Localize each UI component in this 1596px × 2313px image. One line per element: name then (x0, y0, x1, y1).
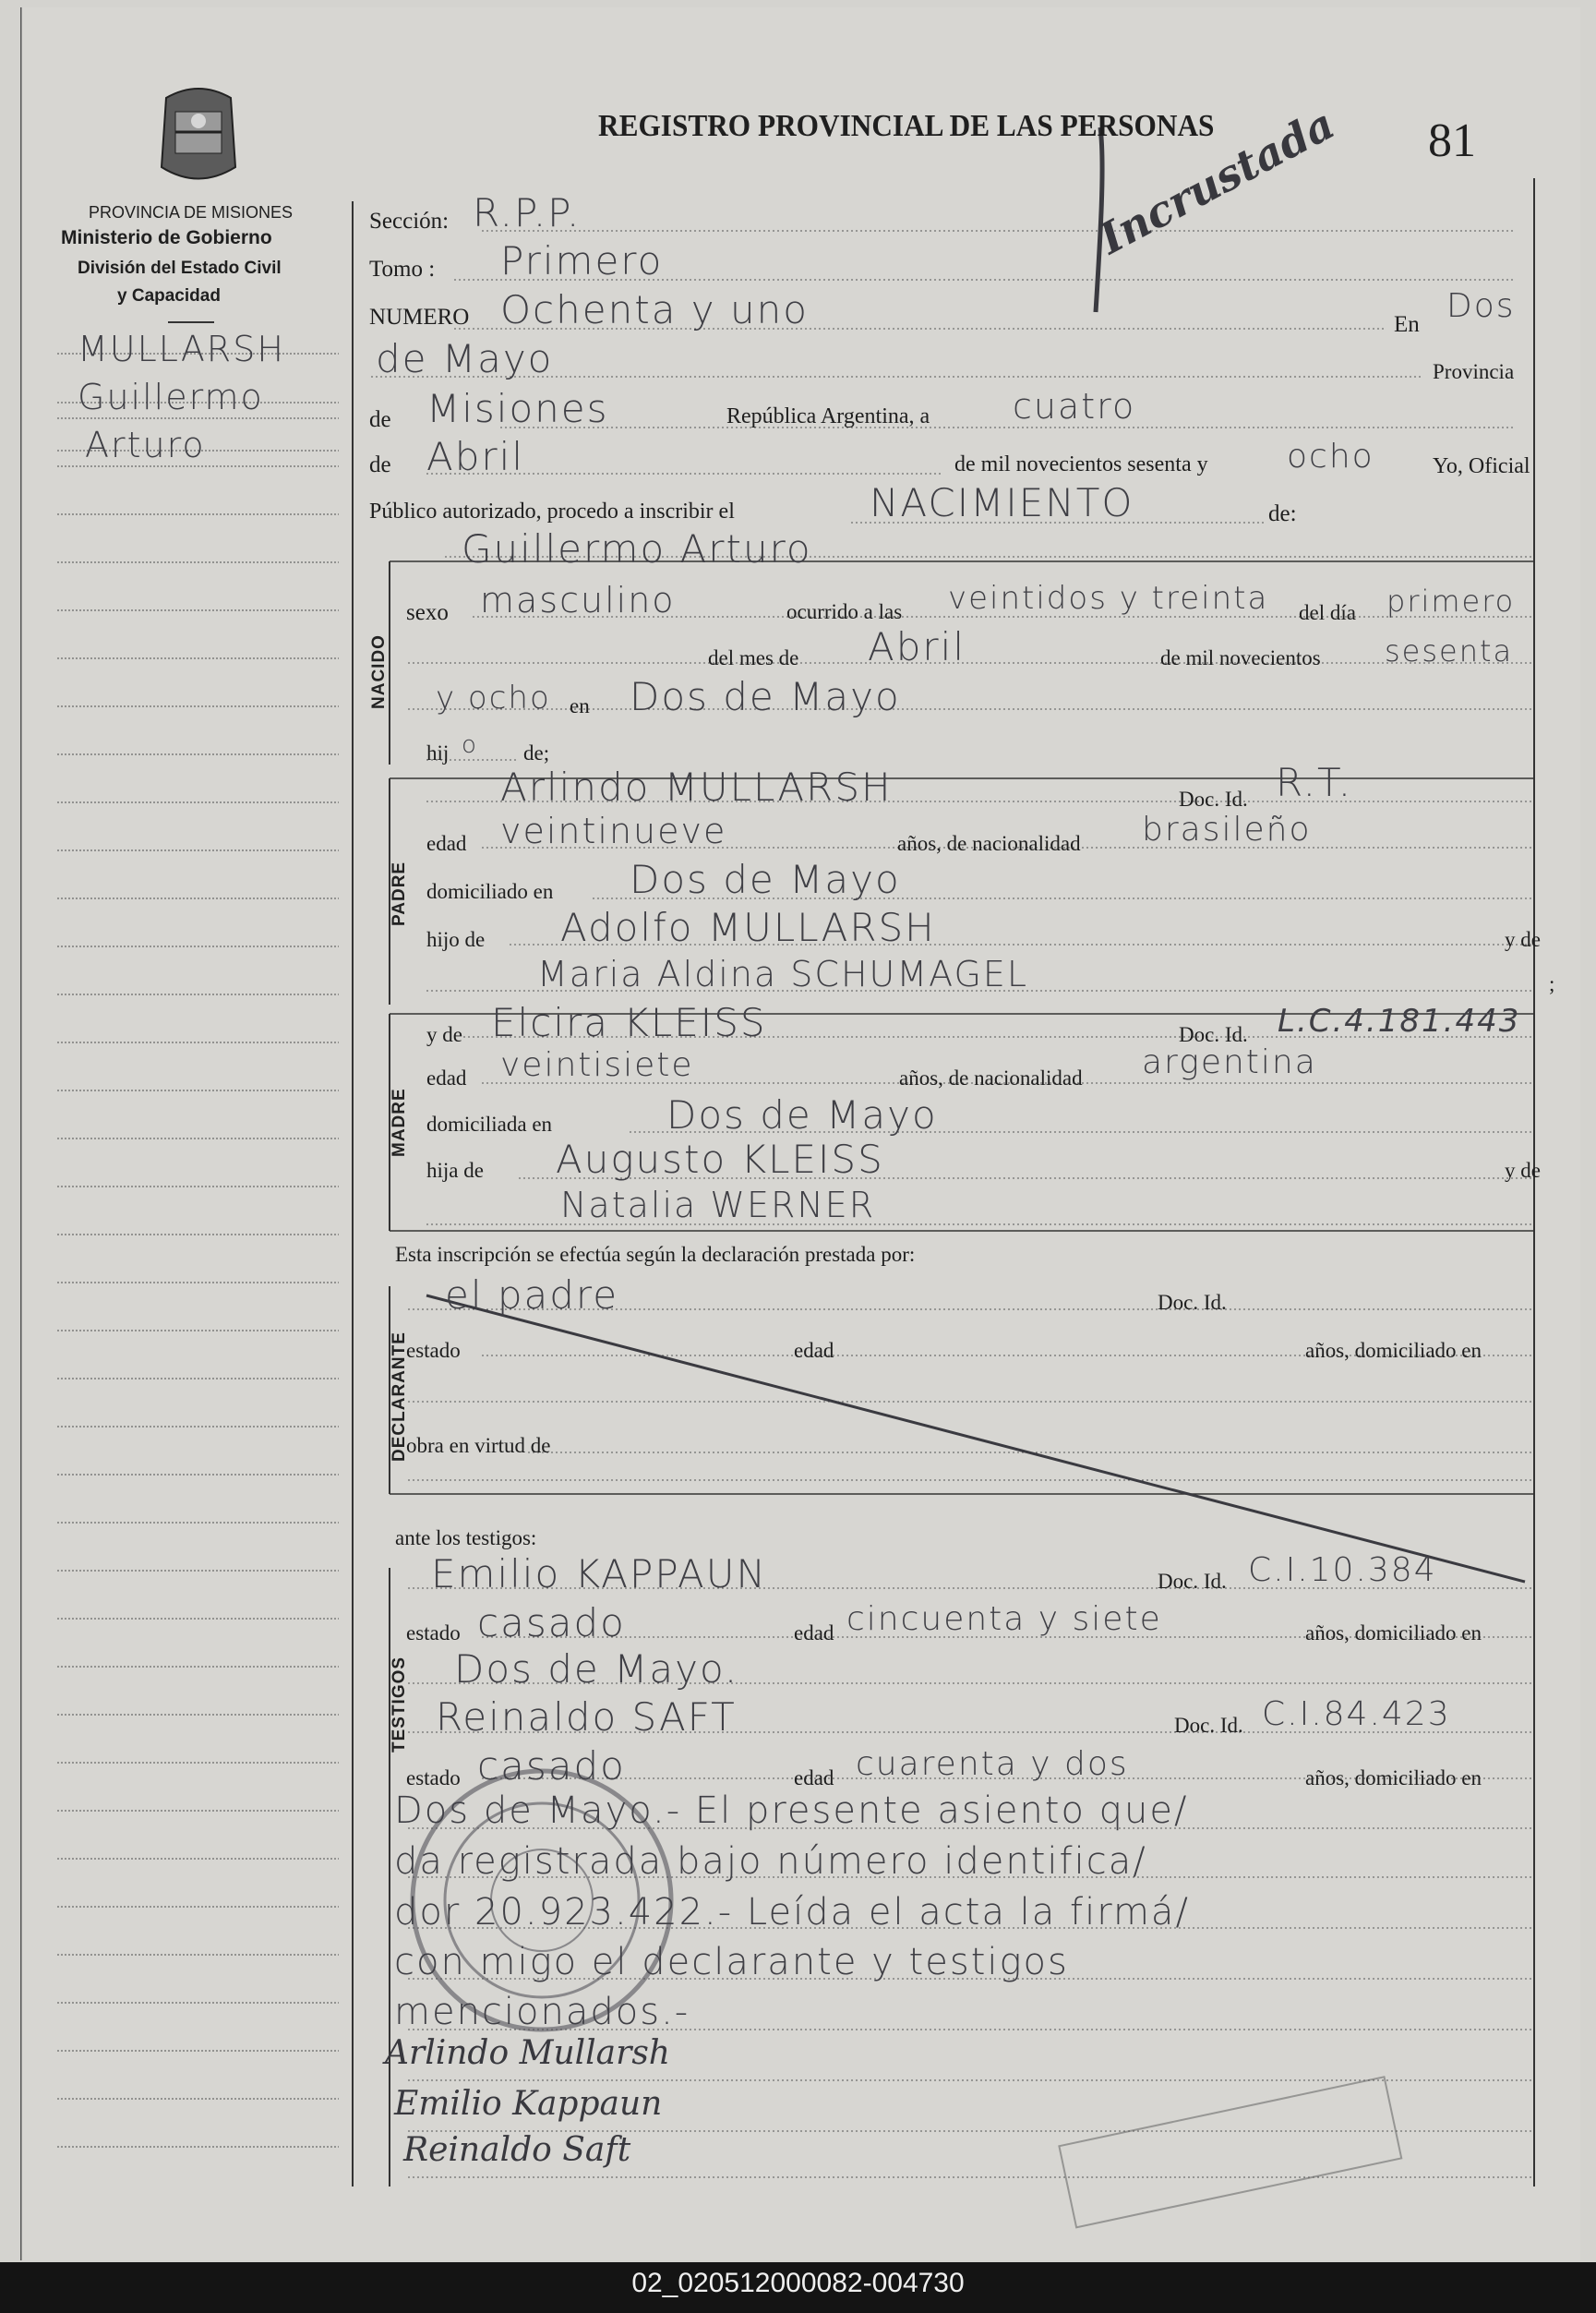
label-edad-declarante: edad (794, 1339, 834, 1362)
value-madre-nombre: Elcira KLEISS (491, 1000, 767, 1045)
label-edad-testigo2: edad (794, 1766, 834, 1789)
register-sheet (20, 7, 1580, 2260)
label-domiciliada-madre: domiciliada en (426, 1113, 553, 1136)
label-semicolon: ; (1549, 972, 1555, 995)
value-padre-padre: Adolfo MULLARSH (560, 905, 936, 950)
value-testigo2: Reinaldo SAFT (436, 1694, 737, 1740)
crest-icon (148, 79, 249, 190)
label-ante-testigos: ante los testigos: (395, 1526, 537, 1549)
label-y-de-padre: y de (1505, 928, 1541, 951)
value-padre-dom: Dos de Mayo (630, 857, 901, 902)
value-dia: primero (1386, 584, 1516, 619)
section-label-declarante: DECLARANTE (390, 1331, 409, 1462)
value-en: Dos (1446, 287, 1516, 325)
label-edad-padre: edad (426, 832, 467, 855)
value-mes-nac: Abril (868, 624, 966, 669)
label-anos-dom-declarante: años, domiciliado en (1305, 1339, 1482, 1362)
value-testigo1-doc: C.I.10.384 (1248, 1551, 1437, 1589)
value-padre-madre: Maria Aldina SCHUMAGEL (537, 954, 1029, 994)
division-label: División del Estado Civil (78, 259, 282, 278)
label-edad-madre: edad (426, 1066, 467, 1090)
label-de-colon: de: (1268, 501, 1297, 526)
label-doc-id-declarante: Doc. Id. (1158, 1291, 1227, 1314)
section-label-testigos: TESTIGOS (390, 1656, 409, 1753)
margin-second-name: Arturo (85, 425, 206, 465)
value-madre-padre: Augusto KLEISS (556, 1137, 884, 1182)
label-yo-oficial: Yo, Oficial (1433, 454, 1530, 478)
document-title: REGISTRO PROVINCIAL DE LAS PERSONAS (598, 109, 1215, 143)
value-hijo-o: o (462, 731, 478, 759)
value-padre-doc: R.T. (1276, 760, 1353, 805)
label-provincia: Provincia (1433, 360, 1515, 383)
label-de-mil: de mil novecientos sesenta y (954, 452, 1208, 476)
value-seccion: R.P.P. (473, 190, 582, 235)
label-anos-nac-padre: años, de nacionalidad (897, 832, 1081, 855)
value-padre-nombre: Arlindo MULLARSH (500, 765, 893, 810)
label-doc-id-padre: Doc. Id. (1179, 788, 1248, 811)
label-republica: República Argentina, a (726, 404, 930, 428)
section-label-nacido: NACIDO (369, 634, 389, 709)
value-testigo1-estado: casado (477, 1600, 626, 1645)
note-line-4: con migo el declarante y testigos (394, 1941, 1069, 1983)
label-en: En (1394, 312, 1420, 337)
label-hijo: hij (426, 741, 450, 765)
value-padre-nac: brasileño (1142, 811, 1312, 849)
label-seccion: Sección: (369, 209, 450, 234)
label-estado-testigo1: estado (406, 1621, 461, 1644)
value-sexo: masculino (480, 580, 676, 620)
label-hijo-de-padre: hijo de (426, 928, 486, 951)
margin-first-name: Guillermo (78, 377, 264, 417)
label-edad-testigo1: edad (794, 1621, 834, 1644)
footer-bar (0, 2262, 1596, 2313)
label-domiciliado-padre: domiciliado en (426, 880, 554, 903)
value-en-2: de Mayo (376, 336, 554, 381)
annotation-diagonal: Incrustada (1091, 98, 1343, 264)
value-anio: ocho (1287, 438, 1374, 476)
signature-2: Emilio Kappaun (394, 2085, 663, 2123)
label-del-mes: del mes de (708, 646, 799, 669)
value-testigo1-edad: cincuenta y siete (846, 1600, 1162, 1638)
value-madre-madre: Natalia WERNER (560, 1185, 876, 1225)
value-declarante: el padre (445, 1272, 619, 1318)
margin-surname: MULLARSH (78, 329, 285, 369)
label-inscripcion: Esta inscripción se efectúa según la declaración prestada por: (395, 1243, 916, 1266)
value-provincia: Misiones (426, 386, 609, 431)
label-obra: obra en virtud de (406, 1434, 551, 1457)
value-testigo2-doc: C.I.84.423 (1262, 1695, 1451, 1733)
note-line-1: Dos de Mayo.- El presente asiento que/ (394, 1789, 1189, 1832)
header-divider (168, 321, 214, 323)
label-publico: Público autorizado, procedo a inscribir el (369, 500, 735, 524)
label-de-1: de (369, 407, 391, 432)
label-de-mil-nov: de mil novecientos (1160, 646, 1321, 669)
value-numero: Ochenta y uno (500, 287, 809, 332)
value-hora: veintidos y treinta (948, 580, 1269, 617)
label-de-2: de (369, 452, 391, 477)
signature-1: Arlindo Mullarsh (385, 2034, 670, 2072)
label-hijo-de: de; (523, 741, 550, 765)
delegate-stamp (1059, 2077, 1401, 2227)
label-en-lower: en (570, 694, 590, 717)
label-doc-id-testigo2: Doc. Id. (1174, 1714, 1243, 1737)
label-estado-declarante: estado (406, 1339, 461, 1362)
province-label: PROVINCIA DE MISIONES (89, 203, 294, 222)
value-dia-letra: cuatro (1013, 386, 1136, 427)
value-madre-dom: Dos de Mayo (666, 1092, 938, 1138)
value-testigo2-estado: casado (477, 1743, 626, 1789)
label-hija-de: hija de (426, 1159, 484, 1182)
note-line-3: dor 20.923.422.- Leída el acta la firmá/ (394, 1891, 1190, 1934)
value-testigo1-dom: Dos de Mayo. (454, 1646, 739, 1692)
label-anos-dom-testigo1: años, domiciliado en (1305, 1621, 1482, 1644)
label-anos-nac-madre: años, de nacionalidad (899, 1066, 1083, 1090)
note-line-2: da registrada bajo número identifica/ (394, 1840, 1147, 1883)
value-testigo2-edad: cuarenta y dos (856, 1745, 1129, 1783)
label-ocurrido: ocurrido a las (786, 600, 903, 623)
label-estado-testigo2: estado (406, 1766, 461, 1789)
value-madre-nac: argentina (1142, 1043, 1317, 1081)
capacity-label: y Capacidad (117, 286, 221, 306)
label-doc-id-testigo1: Doc. Id. (1158, 1570, 1227, 1593)
value-lugar-nac: Dos de Mayo (630, 674, 901, 719)
footer-id: 02_020512000082-004730 (631, 2268, 965, 2298)
value-tomo: Primero (500, 238, 664, 283)
value-anio-nac-2: y ocho (436, 680, 551, 717)
value-acto: NACIMIENTO (870, 480, 1134, 525)
label-y-de-madre-2: y de (1505, 1159, 1541, 1182)
label-tomo: Tomo : (369, 257, 436, 282)
label-y-de-madre: y de (426, 1023, 462, 1046)
value-anio-nac: sesenta (1385, 633, 1514, 669)
value-madre-edad: veintisiete (500, 1046, 694, 1084)
label-del-dia: del día (1299, 601, 1356, 624)
value-padre-edad: veintinueve (500, 811, 727, 851)
label-sexo: sexo (406, 600, 449, 625)
label-numero: NUMERO (369, 305, 470, 330)
section-label-padre: PADRE (390, 861, 409, 926)
note-line-5: mencionados.- (394, 1991, 690, 2033)
ministry-label: Ministerio de Gobierno (61, 227, 272, 248)
label-anos-dom-testigo2: años, domiciliado en (1305, 1766, 1482, 1789)
value-mes: Abril (426, 434, 524, 479)
label-doc-id-madre: Doc. Id. (1179, 1023, 1248, 1046)
signature-3: Reinaldo Saft (403, 2131, 631, 2169)
value-nombre: Guillermo Arturo (462, 526, 812, 572)
value-testigo1: Emilio KAPPAUN (431, 1551, 767, 1596)
section-label-madre: MADRE (390, 1088, 409, 1157)
page-number: 81 (1428, 114, 1476, 167)
value-madre-doc: L.C.4.181.443 (1278, 1003, 1521, 1040)
